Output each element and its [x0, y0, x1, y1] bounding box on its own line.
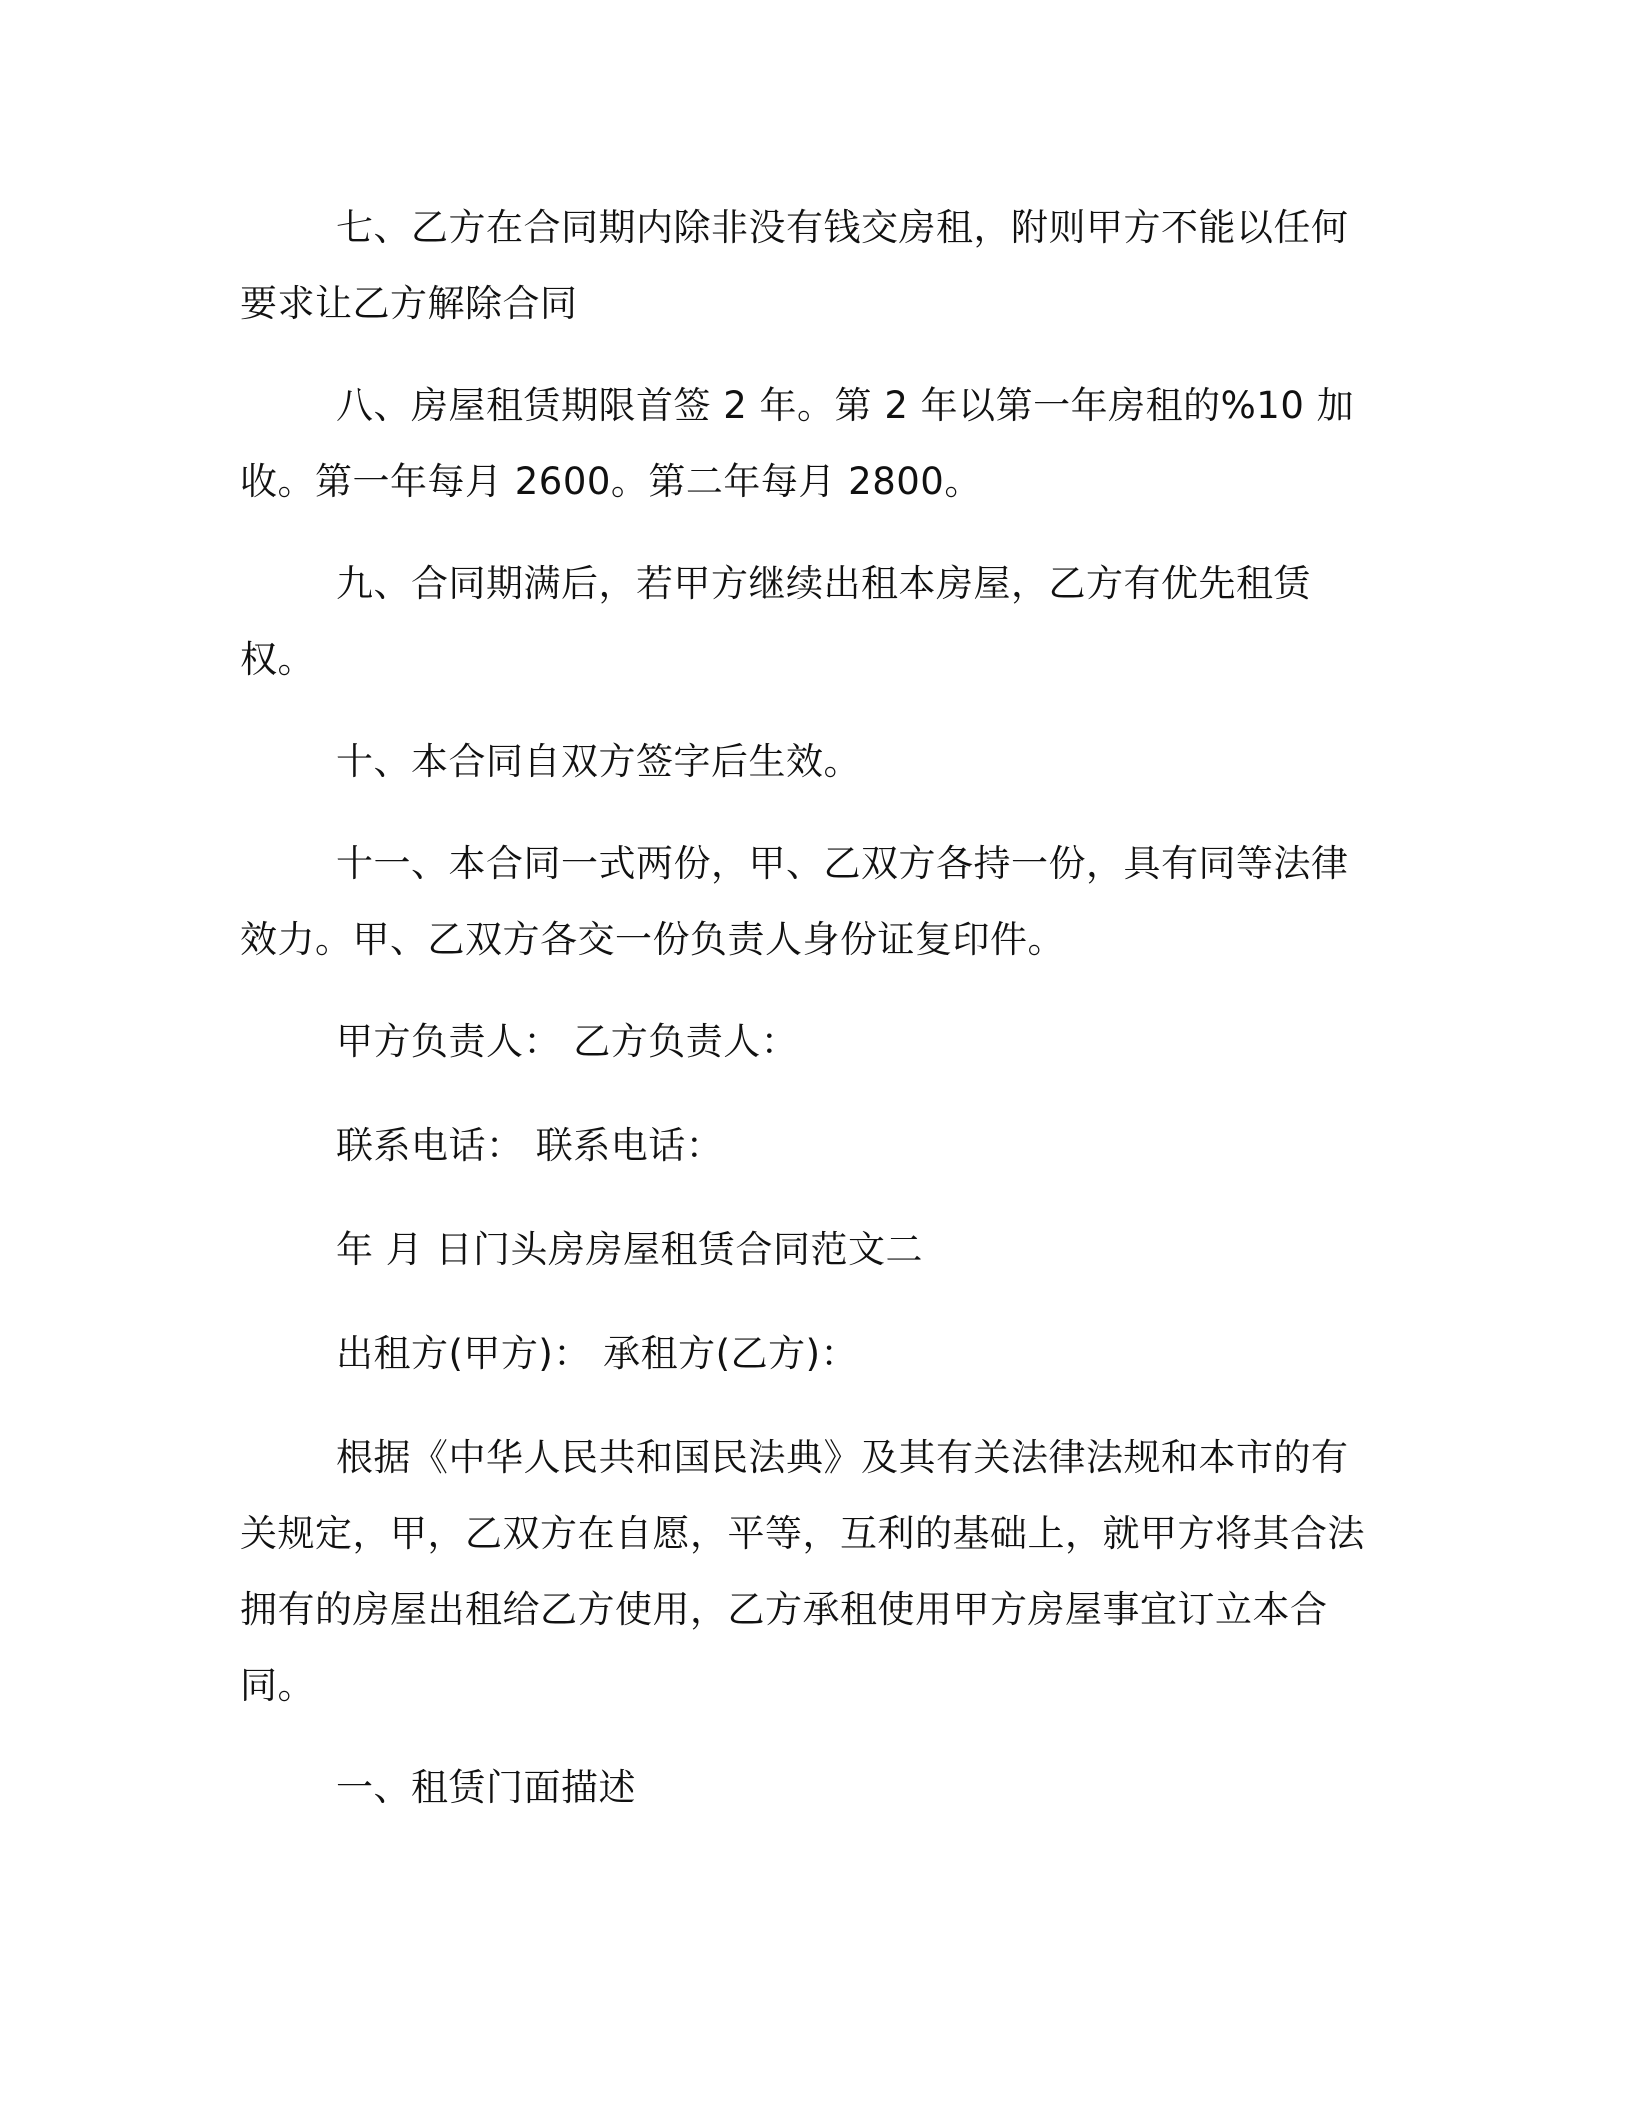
- responsible-persons: 甲方负责人： 乙方负责人：: [336, 1020, 799, 1063]
- clause-eleven: 十一、本合同一式两份，甲、乙双方各持一份，具有同等法律效力。甲、乙双方各交一份负责人身份证复印件。: [240, 842, 1349, 961]
- contact-phones: 联系电话： 联系电话：: [336, 1124, 724, 1167]
- document-body: [240, 190, 1380, 1852]
- clause-nine: 九、合同期满后，若甲方继续出租本房屋，乙方有优先租赁权。: [240, 562, 1311, 681]
- section-one-heading: 一、租赁门面描述: [336, 1766, 636, 1809]
- clause-seven: 七、乙方在合同期内除非没有钱交房租，附则甲方不能以任何要求让乙方解除合同: [240, 206, 1349, 325]
- date-and-second-template-title: 年 月 日门头房房屋租赁合同范文二: [336, 1228, 924, 1271]
- clause-ten: 十、本合同自双方签字后生效。: [336, 740, 861, 783]
- parties-line: 出租方(甲方)： 承租方(乙方)：: [336, 1332, 859, 1375]
- clause-eight: 八、房屋租赁期限首签 2 年。第 2 年以第一年房租的%10 加收。第一年每月 2600。第二年每月 2800。: [240, 384, 1355, 503]
- legal-basis-paragraph: 根据《中华人民共和国民法典》及其有关法律法规和本市的有关规定，甲，乙双方在自愿，平等，互利的基础上，就甲方将其合法拥有的房屋出租给乙方使用，乙方承租使用甲方房屋事宜订立本合同。: [240, 1436, 1365, 1707]
